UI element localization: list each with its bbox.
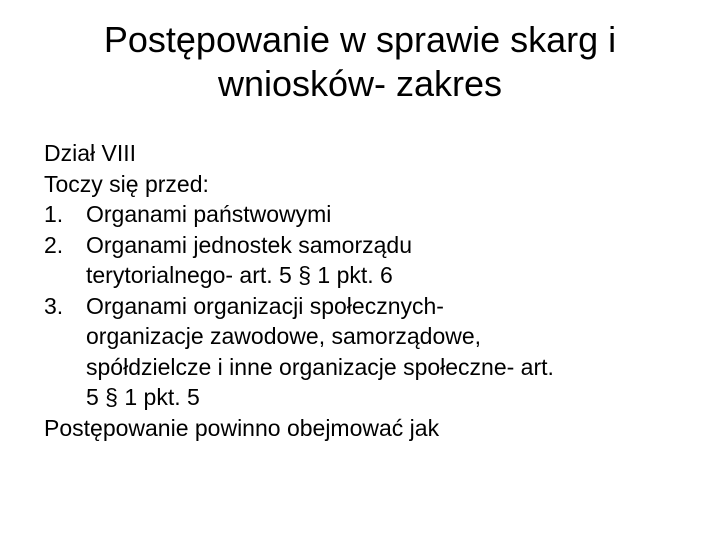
title-line-1: Postępowanie w sprawie skarg i: [103, 19, 617, 60]
list-text: [86, 199, 694, 230]
slide-body: [44, 138, 694, 443]
list-number: 3.: [44, 292, 64, 319]
list-item: [44, 291, 694, 413]
list-number: 1.: [44, 201, 64, 227]
list-text-line: terytorialnego- art. 5 § 1 pkt. 6: [86, 262, 393, 288]
list-text-line: Organami organizacji społecznych-: [86, 292, 444, 319]
list-text-line: 5 § 1 pkt. 5: [86, 384, 200, 410]
section-label: Dział VIII: [44, 140, 137, 166]
footer-text: Postępowanie powinno obejmować jak: [44, 414, 440, 441]
intro-text: Toczy się przed:: [44, 170, 209, 197]
list-text-line: Organami jednostek samorządu: [86, 231, 412, 258]
list-text-line: Organami państwowymi: [86, 201, 332, 227]
list-number: 2.: [44, 231, 64, 258]
list-text: [86, 291, 694, 413]
list-text-line: organizacje zawodowe, samorządowe,: [86, 323, 482, 349]
title-line-2: wniosków- zakres: [217, 63, 503, 104]
slide-title: [36, 18, 684, 106]
list-item: [44, 230, 694, 291]
list-item: [44, 199, 694, 230]
list-text-line: spółdzielcze i inne organizacje społeczne- art.: [86, 353, 554, 380]
list-text: [86, 230, 694, 291]
